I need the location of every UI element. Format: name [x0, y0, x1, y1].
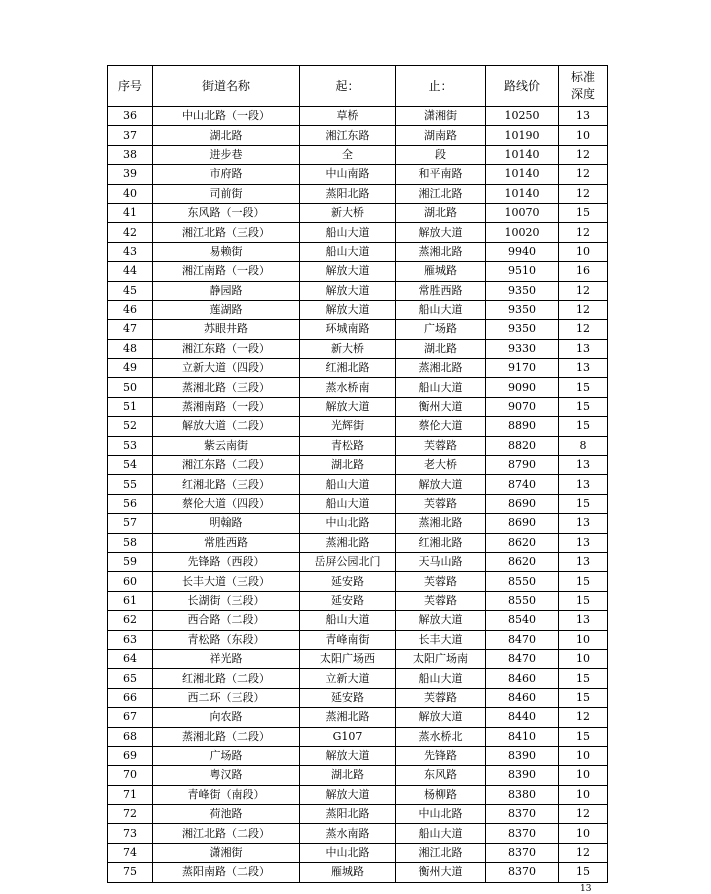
cell-street-name: 潇湘街 — [153, 843, 300, 862]
cell-no: 58 — [108, 533, 153, 552]
cell-from: 船山大道 — [300, 611, 396, 630]
cell-route-price: 8690 — [486, 514, 559, 533]
header-no: 序号 — [108, 66, 153, 107]
table-row — [108, 417, 608, 436]
cell-from: 蒸水南路 — [300, 824, 396, 843]
cell-street-name: 中山北路（一段） — [153, 107, 300, 126]
cell-from: 岳屏公园北门 — [300, 552, 396, 571]
cell-street-name: 进步巷 — [153, 145, 300, 164]
cell-to: 太阳广场南 — [396, 649, 486, 668]
header-from: 起： — [300, 66, 396, 107]
table-row — [108, 378, 608, 397]
table-row — [108, 397, 608, 416]
cell-no: 65 — [108, 669, 153, 688]
cell-street-name: 解放大道（二段） — [153, 417, 300, 436]
cell-from: 湘江东路 — [300, 126, 396, 145]
cell-no: 44 — [108, 262, 153, 281]
cell-to: 芙蓉路 — [396, 494, 486, 513]
cell-no: 74 — [108, 843, 153, 862]
table-row — [108, 165, 608, 184]
cell-no: 50 — [108, 378, 153, 397]
table-row — [108, 494, 608, 513]
header-street-name: 街道名称 — [153, 66, 300, 107]
cell-no: 71 — [108, 785, 153, 804]
cell-to: 芙蓉路 — [396, 591, 486, 610]
cell-street-name: 西合路（二段） — [153, 611, 300, 630]
cell-from: 蒸阳北路 — [300, 805, 396, 824]
cell-to: 湖北路 — [396, 339, 486, 358]
table-row — [108, 863, 608, 882]
cell-standard-depth: 13 — [559, 514, 608, 533]
cell-no: 63 — [108, 630, 153, 649]
table-row — [108, 649, 608, 668]
cell-to: 解放大道 — [396, 475, 486, 494]
cell-route-price: 10140 — [486, 145, 559, 164]
cell-standard-depth: 13 — [559, 611, 608, 630]
cell-from: 解放大道 — [300, 300, 396, 319]
table-row — [108, 203, 608, 222]
cell-no: 51 — [108, 397, 153, 416]
cell-street-name: 静园路 — [153, 281, 300, 300]
cell-to: 船山大道 — [396, 669, 486, 688]
cell-to: 东风路 — [396, 766, 486, 785]
cell-to: 船山大道 — [396, 378, 486, 397]
cell-street-name: 祥光路 — [153, 649, 300, 668]
cell-no: 52 — [108, 417, 153, 436]
cell-standard-depth: 13 — [559, 552, 608, 571]
page-number: 13 — [580, 884, 592, 894]
table-row — [108, 145, 608, 164]
cell-route-price: 8820 — [486, 436, 559, 455]
cell-route-price: 8440 — [486, 708, 559, 727]
cell-to: 天马山路 — [396, 552, 486, 571]
table-row — [108, 766, 608, 785]
table-body — [108, 107, 608, 883]
cell-route-price: 10190 — [486, 126, 559, 145]
cell-to: 蒸湘北路 — [396, 514, 486, 533]
cell-street-name: 青峰街（南段） — [153, 785, 300, 804]
cell-to: 船山大道 — [396, 300, 486, 319]
cell-standard-depth: 8 — [559, 436, 608, 455]
cell-to: 蔡伦大道 — [396, 417, 486, 436]
cell-route-price: 8390 — [486, 746, 559, 765]
cell-to: 湘江北路 — [396, 184, 486, 203]
cell-to: 段 — [396, 145, 486, 164]
cell-route-price: 8370 — [486, 863, 559, 882]
cell-from: G107 — [300, 727, 396, 746]
cell-from: 延安路 — [300, 688, 396, 707]
cell-no: 46 — [108, 300, 153, 319]
cell-route-price: 8370 — [486, 843, 559, 862]
cell-to: 杨柳路 — [396, 785, 486, 804]
cell-standard-depth: 13 — [559, 359, 608, 378]
table-row — [108, 727, 608, 746]
cell-street-name: 湘江东路（一段） — [153, 339, 300, 358]
table-row — [108, 281, 608, 300]
cell-route-price: 10250 — [486, 107, 559, 126]
cell-street-name: 常胜西路 — [153, 533, 300, 552]
cell-street-name: 蒸阳南路（二段） — [153, 863, 300, 882]
cell-no: 43 — [108, 242, 153, 261]
cell-no: 53 — [108, 436, 153, 455]
cell-from: 船山大道 — [300, 223, 396, 242]
cell-from: 解放大道 — [300, 397, 396, 416]
table-row — [108, 107, 608, 126]
cell-street-name: 蒸湘南路（一段） — [153, 397, 300, 416]
table-row — [108, 262, 608, 281]
cell-street-name: 红湘北路（三段） — [153, 475, 300, 494]
cell-route-price: 9090 — [486, 378, 559, 397]
cell-route-price: 10140 — [486, 165, 559, 184]
cell-standard-depth: 15 — [559, 494, 608, 513]
cell-to: 红湘北路 — [396, 533, 486, 552]
cell-street-name: 东风路（一段） — [153, 203, 300, 222]
cell-from: 中山北路 — [300, 843, 396, 862]
cell-no: 62 — [108, 611, 153, 630]
table-row — [108, 223, 608, 242]
cell-street-name: 蔡伦大道（四段） — [153, 494, 300, 513]
cell-standard-depth: 15 — [559, 863, 608, 882]
cell-no: 67 — [108, 708, 153, 727]
cell-from: 蒸阳北路 — [300, 184, 396, 203]
table-row — [108, 785, 608, 804]
cell-route-price: 8740 — [486, 475, 559, 494]
cell-from: 草桥 — [300, 107, 396, 126]
cell-from: 新大桥 — [300, 203, 396, 222]
cell-from: 立新大道 — [300, 669, 396, 688]
cell-standard-depth: 15 — [559, 203, 608, 222]
cell-to: 中山北路 — [396, 805, 486, 824]
cell-to: 衡州大道 — [396, 397, 486, 416]
table-row — [108, 630, 608, 649]
cell-standard-depth: 12 — [559, 320, 608, 339]
cell-to: 湘江北路 — [396, 843, 486, 862]
street-price-table — [107, 65, 608, 883]
cell-street-name: 荷池路 — [153, 805, 300, 824]
cell-to: 衡州大道 — [396, 863, 486, 882]
cell-from: 光辉街 — [300, 417, 396, 436]
table-row — [108, 242, 608, 261]
cell-route-price: 8460 — [486, 688, 559, 707]
cell-no: 61 — [108, 591, 153, 610]
cell-standard-depth: 15 — [559, 591, 608, 610]
table-row — [108, 746, 608, 765]
cell-no: 36 — [108, 107, 153, 126]
table-row — [108, 843, 608, 862]
cell-to: 和平南路 — [396, 165, 486, 184]
cell-no: 55 — [108, 475, 153, 494]
cell-standard-depth: 13 — [559, 475, 608, 494]
cell-no: 37 — [108, 126, 153, 145]
table-row — [108, 824, 608, 843]
cell-no: 70 — [108, 766, 153, 785]
cell-standard-depth: 16 — [559, 262, 608, 281]
cell-no: 39 — [108, 165, 153, 184]
cell-route-price: 8890 — [486, 417, 559, 436]
cell-standard-depth: 12 — [559, 184, 608, 203]
table-row — [108, 359, 608, 378]
cell-street-name: 蒸湘北路（三段） — [153, 378, 300, 397]
table-row — [108, 533, 608, 552]
cell-from: 解放大道 — [300, 785, 396, 804]
cell-street-name: 立新大道（四段） — [153, 359, 300, 378]
cell-street-name: 明翰路 — [153, 514, 300, 533]
cell-from: 太阳广场西 — [300, 649, 396, 668]
cell-no: 54 — [108, 456, 153, 475]
cell-route-price: 8460 — [486, 669, 559, 688]
cell-street-name: 湖北路 — [153, 126, 300, 145]
cell-standard-depth: 15 — [559, 727, 608, 746]
cell-from: 全 — [300, 145, 396, 164]
cell-from: 红湘北路 — [300, 359, 396, 378]
cell-standard-depth: 13 — [559, 456, 608, 475]
cell-street-name: 湘江北路（二段） — [153, 824, 300, 843]
cell-no: 49 — [108, 359, 153, 378]
cell-standard-depth: 10 — [559, 785, 608, 804]
table-row — [108, 572, 608, 591]
cell-route-price: 8470 — [486, 649, 559, 668]
cell-from: 中山南路 — [300, 165, 396, 184]
cell-standard-depth: 12 — [559, 300, 608, 319]
cell-no: 56 — [108, 494, 153, 513]
cell-no: 64 — [108, 649, 153, 668]
cell-to: 蒸湘北路 — [396, 242, 486, 261]
cell-to: 解放大道 — [396, 223, 486, 242]
cell-street-name: 易赖街 — [153, 242, 300, 261]
cell-route-price: 8540 — [486, 611, 559, 630]
cell-no: 45 — [108, 281, 153, 300]
cell-route-price: 8370 — [486, 824, 559, 843]
table-row — [108, 320, 608, 339]
cell-route-price: 8550 — [486, 591, 559, 610]
cell-route-price: 8790 — [486, 456, 559, 475]
header-depth-line1: 标准 — [570, 70, 595, 84]
cell-to: 解放大道 — [396, 611, 486, 630]
cell-to: 先锋路 — [396, 746, 486, 765]
cell-street-name: 粤汉路 — [153, 766, 300, 785]
cell-from: 蒸水桥南 — [300, 378, 396, 397]
cell-to: 芙蓉路 — [396, 688, 486, 707]
cell-route-price: 8550 — [486, 572, 559, 591]
cell-no: 68 — [108, 727, 153, 746]
table-row — [108, 805, 608, 824]
cell-from: 延安路 — [300, 572, 396, 591]
cell-from: 船山大道 — [300, 242, 396, 261]
cell-standard-depth: 12 — [559, 223, 608, 242]
cell-to: 芙蓉路 — [396, 436, 486, 455]
cell-route-price: 8690 — [486, 494, 559, 513]
cell-no: 41 — [108, 203, 153, 222]
cell-standard-depth: 10 — [559, 824, 608, 843]
cell-standard-depth: 13 — [559, 107, 608, 126]
cell-standard-depth: 10 — [559, 766, 608, 785]
cell-to: 湖北路 — [396, 203, 486, 222]
cell-standard-depth: 15 — [559, 688, 608, 707]
cell-from: 解放大道 — [300, 262, 396, 281]
cell-standard-depth: 15 — [559, 417, 608, 436]
table-row — [108, 688, 608, 707]
cell-standard-depth: 13 — [559, 339, 608, 358]
cell-street-name: 紫云南街 — [153, 436, 300, 455]
table-row — [108, 475, 608, 494]
cell-standard-depth: 10 — [559, 746, 608, 765]
table-row — [108, 708, 608, 727]
cell-standard-depth: 15 — [559, 572, 608, 591]
cell-street-name: 苏眼井路 — [153, 320, 300, 339]
cell-from: 船山大道 — [300, 475, 396, 494]
cell-route-price: 10140 — [486, 184, 559, 203]
cell-from: 蒸湘北路 — [300, 708, 396, 727]
cell-no: 57 — [108, 514, 153, 533]
cell-standard-depth: 13 — [559, 533, 608, 552]
cell-route-price: 9350 — [486, 320, 559, 339]
cell-from: 青峰南街 — [300, 630, 396, 649]
cell-no: 73 — [108, 824, 153, 843]
cell-street-name: 湘江东路（二段） — [153, 456, 300, 475]
table-header — [108, 66, 608, 107]
header-to: 止： — [396, 66, 486, 107]
cell-no: 42 — [108, 223, 153, 242]
cell-standard-depth: 10 — [559, 649, 608, 668]
cell-to: 蒸湘北路 — [396, 359, 486, 378]
cell-no: 69 — [108, 746, 153, 765]
cell-street-name: 蒸湘北路（二段） — [153, 727, 300, 746]
cell-to: 湖南路 — [396, 126, 486, 145]
cell-route-price: 9070 — [486, 397, 559, 416]
cell-street-name: 市府路 — [153, 165, 300, 184]
cell-standard-depth: 15 — [559, 669, 608, 688]
cell-no: 66 — [108, 688, 153, 707]
cell-route-price: 8390 — [486, 766, 559, 785]
cell-route-price: 9510 — [486, 262, 559, 281]
cell-from: 延安路 — [300, 591, 396, 610]
cell-to: 船山大道 — [396, 824, 486, 843]
table-row — [108, 126, 608, 145]
cell-standard-depth: 12 — [559, 165, 608, 184]
cell-to: 常胜西路 — [396, 281, 486, 300]
table-row — [108, 300, 608, 319]
cell-no: 60 — [108, 572, 153, 591]
cell-route-price: 8470 — [486, 630, 559, 649]
cell-from: 青松路 — [300, 436, 396, 455]
cell-route-price: 9330 — [486, 339, 559, 358]
cell-to: 广场路 — [396, 320, 486, 339]
cell-street-name: 长湖街（三段） — [153, 591, 300, 610]
cell-to: 潇湘街 — [396, 107, 486, 126]
header-depth-line2: 深度 — [570, 87, 595, 101]
cell-from: 蒸湘北路 — [300, 533, 396, 552]
cell-route-price: 9940 — [486, 242, 559, 261]
cell-route-price: 9170 — [486, 359, 559, 378]
cell-no: 48 — [108, 339, 153, 358]
cell-no: 72 — [108, 805, 153, 824]
cell-from: 新大桥 — [300, 339, 396, 358]
cell-street-name: 莲湖路 — [153, 300, 300, 319]
cell-to: 蒸水桥北 — [396, 727, 486, 746]
cell-from: 解放大道 — [300, 746, 396, 765]
table-row — [108, 436, 608, 455]
header-row — [108, 66, 608, 107]
cell-no: 38 — [108, 145, 153, 164]
cell-standard-depth: 12 — [559, 281, 608, 300]
cell-no: 59 — [108, 552, 153, 571]
cell-no: 40 — [108, 184, 153, 203]
cell-to: 长丰大道 — [396, 630, 486, 649]
header-standard-depth — [559, 66, 608, 107]
cell-route-price: 10020 — [486, 223, 559, 242]
cell-street-name: 红湘北路（二段） — [153, 669, 300, 688]
cell-route-price: 9350 — [486, 300, 559, 319]
table-row — [108, 514, 608, 533]
cell-standard-depth: 10 — [559, 242, 608, 261]
cell-standard-depth: 15 — [559, 397, 608, 416]
cell-route-price: 8410 — [486, 727, 559, 746]
cell-standard-depth: 12 — [559, 708, 608, 727]
cell-from: 中山北路 — [300, 514, 396, 533]
cell-route-price: 10070 — [486, 203, 559, 222]
cell-street-name: 司前街 — [153, 184, 300, 203]
cell-from: 解放大道 — [300, 281, 396, 300]
cell-street-name: 湘江南路（一段） — [153, 262, 300, 281]
cell-standard-depth: 10 — [559, 126, 608, 145]
header-route-price: 路线价 — [486, 66, 559, 107]
cell-to: 老大桥 — [396, 456, 486, 475]
cell-to: 雁城路 — [396, 262, 486, 281]
table-row — [108, 591, 608, 610]
cell-standard-depth: 12 — [559, 805, 608, 824]
cell-route-price: 8620 — [486, 552, 559, 571]
cell-route-price: 9350 — [486, 281, 559, 300]
cell-from: 船山大道 — [300, 494, 396, 513]
cell-standard-depth: 12 — [559, 145, 608, 164]
cell-street-name: 长丰大道（三段） — [153, 572, 300, 591]
cell-street-name: 先锋路（西段） — [153, 552, 300, 571]
cell-from: 湖北路 — [300, 766, 396, 785]
table-row — [108, 669, 608, 688]
cell-from: 环城南路 — [300, 320, 396, 339]
cell-street-name: 湘江北路（三段） — [153, 223, 300, 242]
cell-route-price: 8380 — [486, 785, 559, 804]
cell-to: 芙蓉路 — [396, 572, 486, 591]
cell-street-name: 向农路 — [153, 708, 300, 727]
cell-standard-depth: 15 — [559, 378, 608, 397]
cell-no: 75 — [108, 863, 153, 882]
cell-from: 湖北路 — [300, 456, 396, 475]
cell-street-name: 青松路（东段） — [153, 630, 300, 649]
table-row — [108, 184, 608, 203]
table-row — [108, 339, 608, 358]
cell-standard-depth: 12 — [559, 843, 608, 862]
table-row — [108, 552, 608, 571]
table-row — [108, 456, 608, 475]
cell-to: 解放大道 — [396, 708, 486, 727]
cell-route-price: 8620 — [486, 533, 559, 552]
cell-standard-depth: 10 — [559, 630, 608, 649]
cell-route-price: 8370 — [486, 805, 559, 824]
cell-from: 雁城路 — [300, 863, 396, 882]
cell-street-name: 西二环（三段） — [153, 688, 300, 707]
cell-no: 47 — [108, 320, 153, 339]
cell-street-name: 广场路 — [153, 746, 300, 765]
table-row — [108, 611, 608, 630]
